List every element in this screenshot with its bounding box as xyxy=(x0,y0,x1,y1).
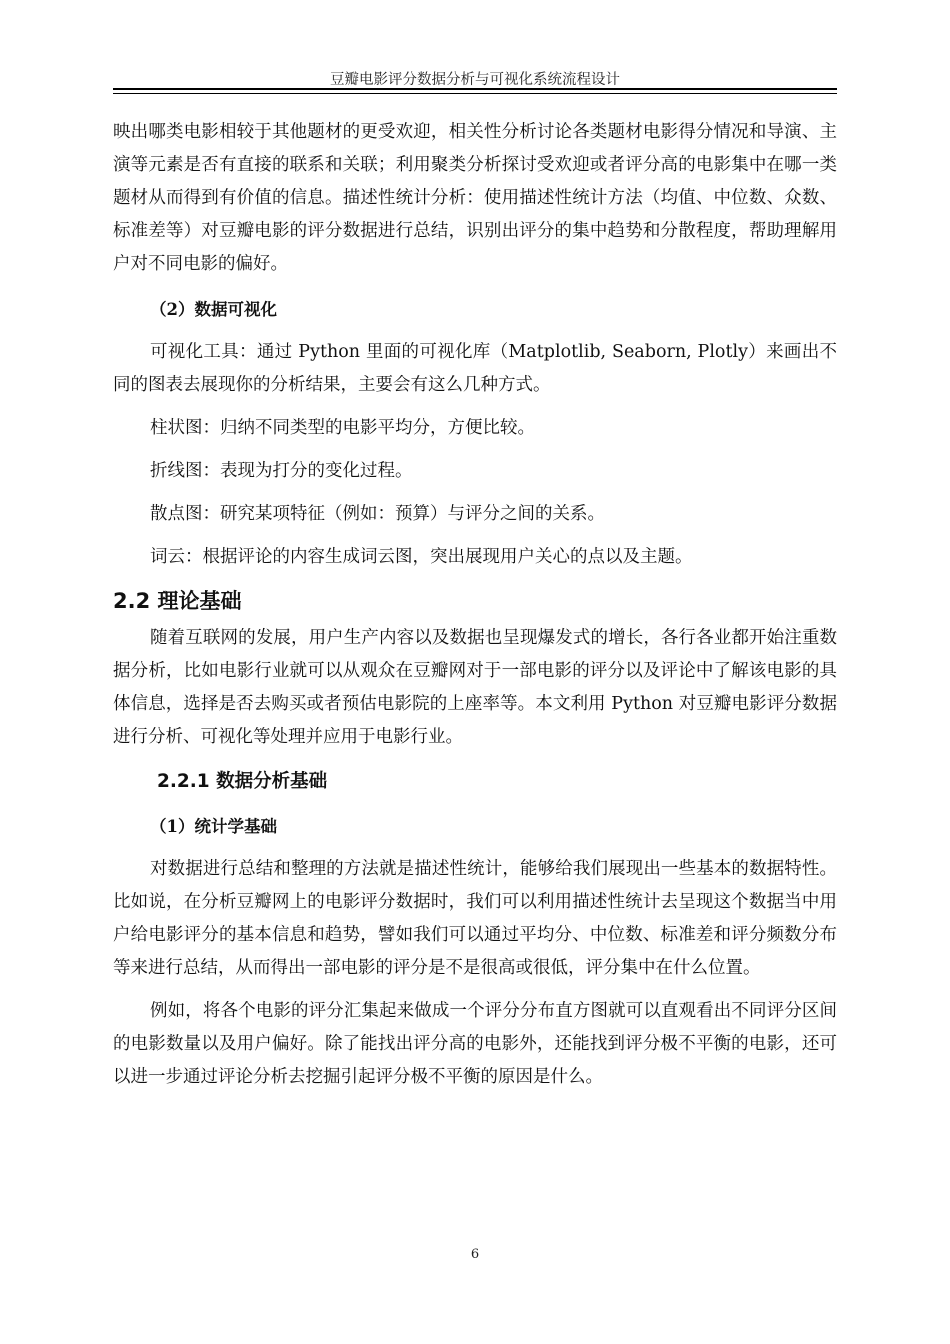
page-number: 6 xyxy=(470,1247,480,1262)
section-heading-theory: 2.2 理论基础 xyxy=(113,589,242,613)
paragraph-descriptive-statistics: 对数据进行总结和整理的方法就是描述性统计，能够给我们展现出一些基本的数据特性。比如说，在分析豆瓣网上的电影评分数据时，我们可以利用描述性统计去呈现这个数据当中用户给电影评分的基本信息和趋势，譬如我们可以通过平均分、中位数、标准差和评分频数分布等来进行总结，从而得出一部电影的评分是不是很高或很低，评分集中在什么位置。 xyxy=(113,859,837,978)
page-content xyxy=(113,116,837,1094)
header-rule-thick xyxy=(113,88,837,90)
paragraph-histogram-example: 例如，将各个电影的评分汇集起来做成一个评分分布直方图就可以直观看出不同评分区间的电影数量以及用户偏好。除了能找出评分高的电影外，还能找到评分极不平衡的电影，还可以进一步通过评论分析去挖掘引起评分极不平衡的原因是什么。 xyxy=(113,1001,837,1087)
paragraph-scatter-plot: 散点图：研究某项特征（例如：预算）与评分之间的关系。 xyxy=(150,504,605,524)
paragraph-word-cloud: 词云：根据评论的内容生成词云图，突出展现用户关心的点以及主题。 xyxy=(150,547,693,567)
paragraph-bar-chart: 柱状图：归纳不同类型的电影平均分，方便比较。 xyxy=(150,418,535,438)
subheading-statistics: （1）统计学基础 xyxy=(150,817,277,836)
header-rule-thin xyxy=(113,93,837,94)
paragraph-theory: 随着互联网的发展，用户生产内容以及数据也呈现爆发式的增长，各行各业都开始注重数据分析，比如电影行业就可以从观众在豆瓣网对于一部电影的评分以及评论中了解该电影的具体信息，选择是否去购买或者预估电影院的上座率等。本文利用 Python 对豆瓣电影评分数据进行分析、可视化等处理并应用于电影行业。 xyxy=(113,628,837,747)
paragraph-continued: 映出哪类电影相较于其他题材的更受欢迎，相关性分析讨论各类题材电影得分情况和导演、主演等元素是否有直接的联系和关联；利用聚类分析探讨受欢迎或者评分高的电影集中在哪一类题材从而得到有价值的信息。描述性统计分析：使用描述性统计方法（均值、中位数、众数、标准差等）对豆瓣电影的评分数据进行总结，识别出评分的集中趋势和分散程度，帮助理解用户对不同电影的偏好。 xyxy=(113,122,837,274)
paragraph-line-chart: 折线图：表现为打分的变化过程。 xyxy=(150,461,413,481)
paragraph-visualization-tools: 可视化工具：通过 Python 里面的可视化库（Matplotlib, Seaborn, Plotly）来画出不同的图表去展现你的分析结果，主要会有这么几种方式。 xyxy=(113,342,837,395)
subheading-data-visualization: （2）数据可视化 xyxy=(150,300,277,319)
subsection-heading-data-analysis: 2.2.1 数据分析基础 xyxy=(157,771,328,792)
running-header-title: 豆瓣电影评分数据分析与可视化系统流程设计 xyxy=(330,72,620,88)
